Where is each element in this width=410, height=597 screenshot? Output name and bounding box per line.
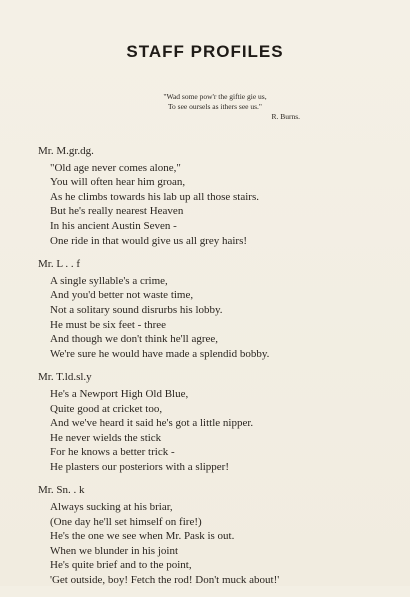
verse-line: He plasters our posteriors with a slipper! [50, 460, 230, 473]
verse-line: And you'd better not waste time, [50, 289, 194, 302]
epigraph [130, 92, 300, 122]
verse-line: And though we don't think he'll agree, [50, 333, 219, 346]
profile-1 [38, 257, 398, 361]
verse-line: For he knows a better trick - [50, 446, 175, 459]
profile-name: Mr. Sn. . k [38, 484, 85, 497]
epigraph-line-2: To see oursels as ithers see us." [168, 102, 262, 111]
profile-0 [38, 144, 398, 248]
verse-line: 'Get outside, boy! Fetch the rod! Don't muck about!' [50, 574, 280, 587]
verse-line: As he climbs towards his lab up all those stairs. [50, 190, 259, 203]
epigraph-line-1: "Wad some pow'r the giftie gie us, [163, 92, 267, 101]
verse-line: And we've heard it said he's got a little nipper. [50, 417, 254, 430]
verse-line: You will often hear him groan, [50, 176, 186, 189]
profile-3 [38, 483, 398, 587]
verse-line: But he's really nearest Heaven [50, 205, 184, 218]
verse-line: In his ancient Austin Seven - [50, 219, 177, 232]
page-title: STAFF PROFILES [126, 42, 284, 61]
verse-line: He's the one we see when Mr. Pask is out. [50, 530, 235, 543]
verse-line: He must be six feet - three [50, 318, 167, 331]
verse-line: He's a Newport High Old Blue, [50, 387, 189, 400]
profile-name: Mr. M.gr.dg. [38, 145, 94, 157]
profiles-list [38, 144, 398, 597]
verse-line: "Old age never comes alone," [50, 161, 181, 174]
verse-line: A single syllable's a crime, [50, 274, 168, 287]
verse-line: Always sucking at his briar, [50, 501, 173, 514]
profile-name: Mr. T.ld.sl.y [38, 371, 92, 384]
verse-line: We're sure he would have made a splendid bobby. [50, 347, 270, 360]
verse-line: One ride in that would give us all grey hairs! [50, 234, 248, 247]
profile-name: Mr. L . . f [38, 258, 81, 271]
verse-line: Not a solitary sound disrurbs his lobby. [50, 303, 223, 316]
verse-line: He's quite brief and to the point, [50, 559, 192, 572]
verse-line: Quite good at cricket too, [50, 402, 163, 415]
profile-2 [38, 370, 398, 474]
epigraph-author: R. Burns. [271, 112, 300, 121]
verse-line: (One day he'll set himself on fire!) [50, 515, 202, 528]
verse-line: When we blunder in his joint [50, 544, 179, 557]
verse-line: He never wields the stick [50, 431, 162, 444]
